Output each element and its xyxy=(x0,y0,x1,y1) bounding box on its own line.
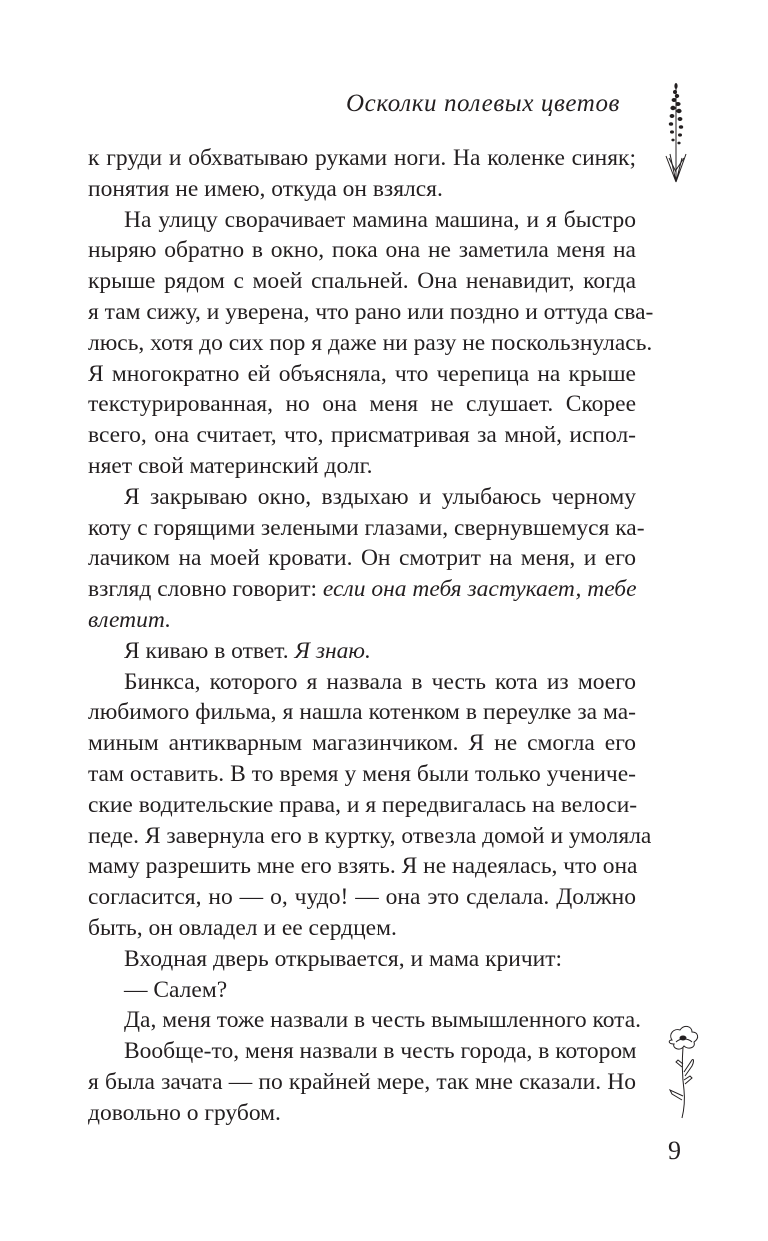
italic-thought: Я знаю. xyxy=(294,637,371,664)
page-number: 9 xyxy=(668,1136,681,1165)
body-text xyxy=(88,143,654,1129)
text-line: крыше рядом с моей спальней. Она ненавидит, когда xyxy=(88,268,636,295)
text-line: коту с горящими зелеными глазами, свернувшемуся ка- xyxy=(88,514,645,541)
fireweed-flower-icon xyxy=(660,78,692,188)
paragraph-start-line: Вообще-то, меня назвали в честь города, в котором xyxy=(124,1038,637,1065)
paragraph-start-line: Бинкса, которого я назвала в честь кота из моего xyxy=(124,668,636,695)
text-line-with-italic xyxy=(88,574,636,605)
text-line: понятия не имею, откуда он взялся. xyxy=(88,175,443,202)
poppy-flower-icon xyxy=(660,1020,706,1120)
text-line: лачиком на моей кровати. Он смотрит на меня, и его xyxy=(88,545,636,572)
running-head-title: Осколки полевых цветов xyxy=(346,90,620,117)
text-line: быть, он овладел и ее сердцем. xyxy=(88,914,397,941)
text-line: люсь, хотя до сих пор я даже ни разу не поскользнулась. xyxy=(88,329,653,356)
text-line-italic xyxy=(88,605,636,636)
text-line: ныряю обратно в окно, пока она не заметила меня на xyxy=(88,237,636,264)
paragraph-start-line: Да, меня тоже назвали в честь вымышленного кота. xyxy=(124,1007,642,1034)
text-line: Я многократно ей объясняла, что черепица на крыше xyxy=(88,360,636,387)
paragraph-start-line: Я закрываю окно, вздыхаю и улыбаюсь черному xyxy=(124,483,636,510)
text-line: согласится, но — о, чудо! — она это сделала. Должно xyxy=(88,884,636,911)
text-line: ские водительские права, и я передвигалась на велоси- xyxy=(88,791,638,818)
text-line: текстурированная, но она меня не слушает. Скорее xyxy=(88,391,636,418)
text-line: няет свой материнский долг. xyxy=(88,452,373,479)
paragraph-start-line: Входная дверь открывается, и мама кричит: xyxy=(124,945,563,972)
text-line-roman: взгляд словно говорит: xyxy=(88,576,323,603)
text-line: там оставить. В то время у меня были только учениче- xyxy=(88,760,636,787)
text-line: я там сижу, и уверена, что рано или поздно и оттуда сва- xyxy=(88,298,654,325)
dialogue-line: — Салем? xyxy=(124,976,228,1003)
paragraph-start-line: На улицу сворачивает мамина машина, и я быстро xyxy=(124,206,636,233)
text-line: маму разрешить мне его взять. Я не надеялась, что она xyxy=(88,853,638,880)
text-line-roman: Я киваю в ответ. xyxy=(124,637,295,664)
text-line: педе. Я завернула его в куртку, отвезла домой и умоляла xyxy=(88,822,652,849)
text-line: довольно о грубом. xyxy=(88,1099,281,1126)
text-line: миным антикварным магазинчиком. Я не смогла его xyxy=(88,730,636,757)
text-line: всего, она считает, что, присматривая за мной, испол- xyxy=(88,422,636,449)
paragraph-start-line xyxy=(88,636,636,667)
text-line: любимого фильма, я нашла котенком в переулке за ма- xyxy=(88,699,636,726)
italic-thought: влетит. xyxy=(88,606,172,633)
text-line: к груди и обхватываю руками ноги. На коленке синяк; xyxy=(88,145,636,171)
text-line: я была зачата — по крайней мере, так мне сказали. Но xyxy=(88,1068,636,1095)
italic-thought: если она тебя застукает, тебе xyxy=(322,576,637,603)
